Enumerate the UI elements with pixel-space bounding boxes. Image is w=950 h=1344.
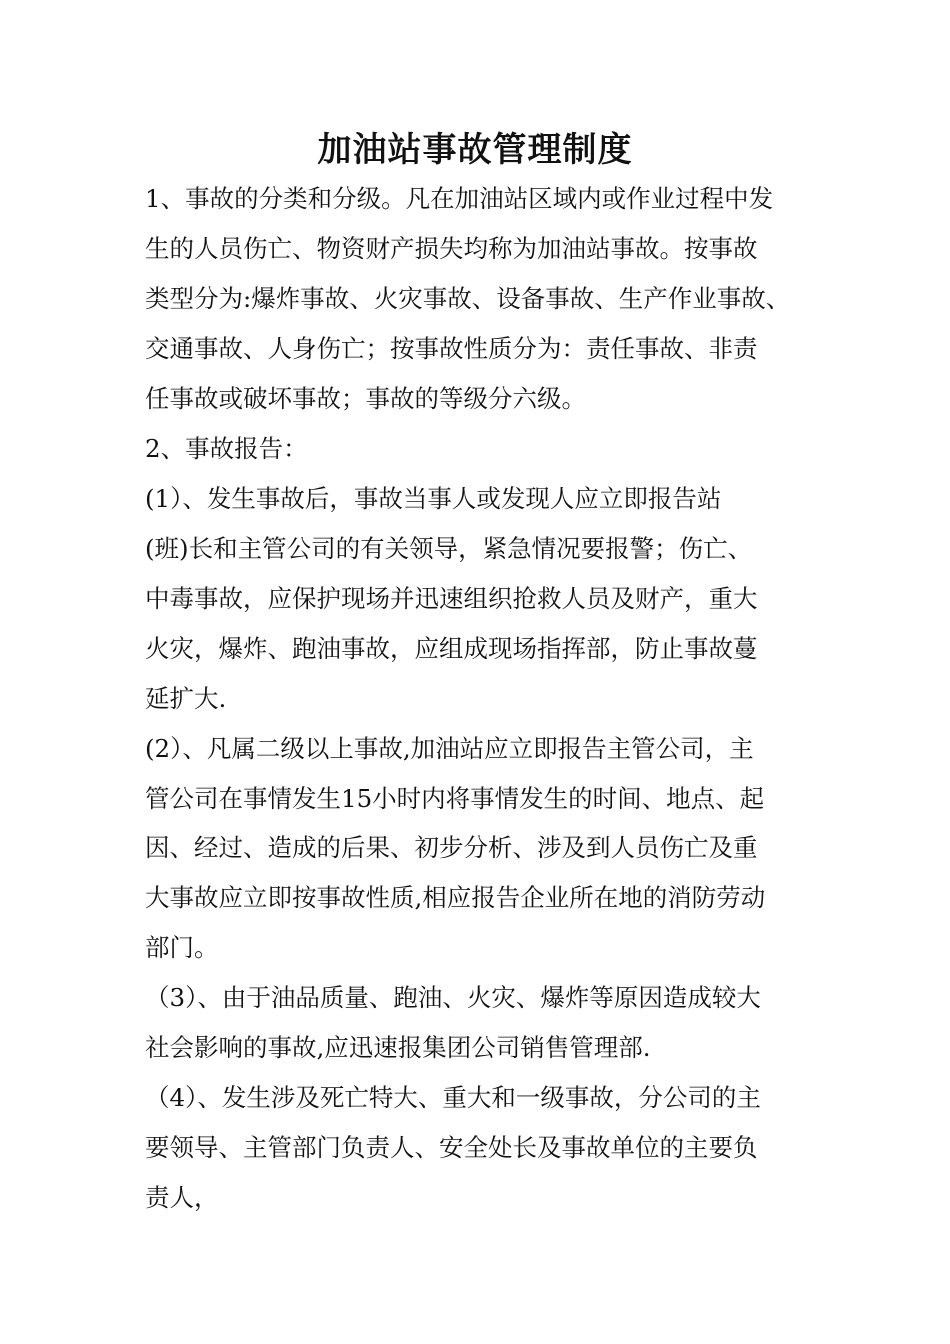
body-line: （3）、由于油品质量、跑油、火灾、爆炸等原因造成较大 [145, 983, 761, 1012]
body-line: 火灾，爆炸、跑油事故，应组成现场指挥部，防止事故蔓 [145, 634, 758, 663]
body-line: (2）、凡属二级以上事故,加油站应立即报告主管公司，主 [145, 734, 754, 763]
body-line: 要领导、主管部门负责人、安全处长及事故单位的主要负 [145, 1133, 758, 1162]
body-line: 生的人员伤亡、物资财产损失均称为加油站事故。按事故 [145, 234, 758, 263]
body-line: 管公司在事情发生15小时内将事情发生的时间、地点、起 [145, 784, 765, 813]
body-line: 中毒事故，应保护现场并迅速组织抢救人员及财产，重大 [145, 584, 758, 613]
body-line: （4）、发生涉及死亡特大、重大和一级事故，分公司的主 [145, 1083, 761, 1112]
body-line: 2、事故报告： [145, 434, 308, 463]
body-line: (班)长和主管公司的有关领导，紧急情况要报警；伤亡、 [145, 534, 753, 563]
body-line: 部门。 [145, 933, 219, 962]
body-line: 类型分为:爆炸事故、火灾事故、设备事故、生产作业事故、 [145, 284, 791, 313]
body-line: 社会影响的事故,应迅速报集团公司销售管理部. [145, 1033, 651, 1062]
body-line: 大事故应立即按事故性质,相应报告企业所在地的消防劳动 [145, 883, 766, 912]
body-line: 因、经过、造成的后果、初步分析、涉及到人员伤亡及重 [145, 833, 758, 862]
body-line: 交通事故、人身伤亡；按事故性质分为：责任事故、非责 [145, 334, 758, 363]
body-line: 1、事故的分类和分级。凡在加油站区域内或作业过程中发 [145, 184, 774, 213]
body-line: 任事故或破坏事故；事故的等级分六级。 [145, 384, 586, 413]
document-title: 加油站事故管理制度 [317, 130, 633, 170]
body-line: 延扩大. [145, 684, 227, 713]
body-line: 责人， [145, 1183, 219, 1212]
body-line: (1）、发生事故后，事故当事人或发现人应立即报告站 [145, 484, 722, 513]
